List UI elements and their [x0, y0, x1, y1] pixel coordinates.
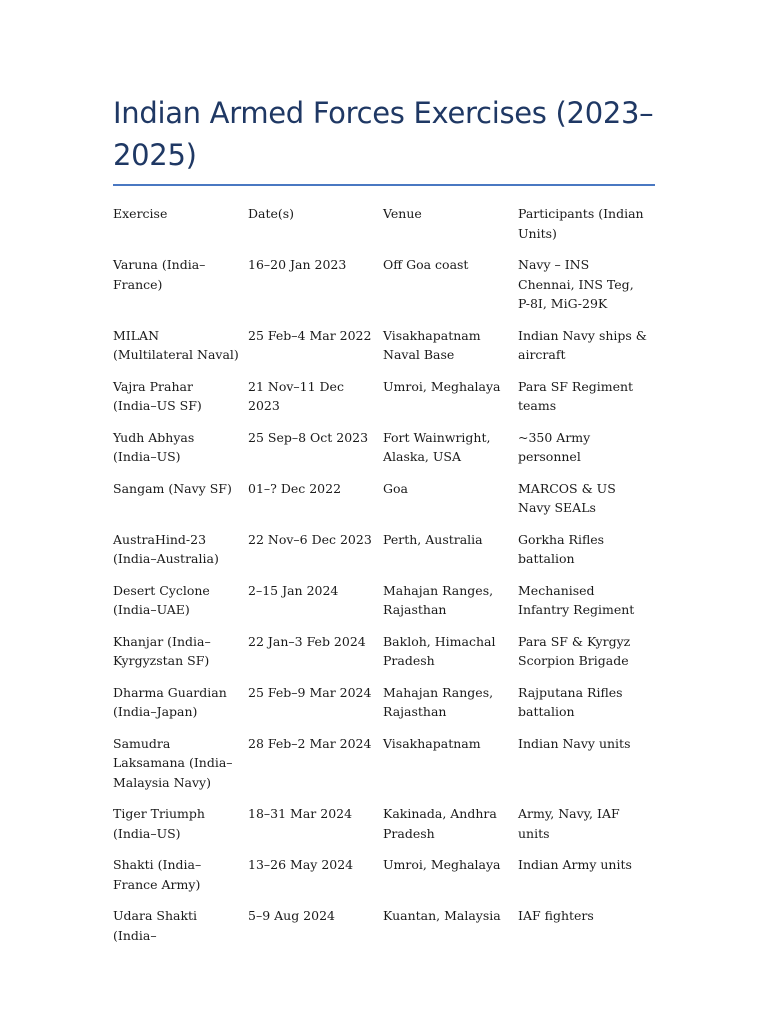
cell-venue: Kakinada, Andhra Pradesh: [383, 806, 497, 841]
cell-participants: Indian Navy units: [518, 735, 631, 751]
cell-dates: 28 Feb–2 Mar 2024: [248, 735, 372, 751]
document-page: [113, 92, 655, 957]
cell-exercise: AustraHind-23 (India–Australia): [113, 531, 219, 566]
table-row: [113, 428, 655, 479]
table-row: [113, 906, 655, 957]
cell-dates: 16–20 Jan 2023: [248, 257, 347, 272]
cell-dates: 25 Feb–9 Mar 2024: [248, 684, 372, 700]
cell-participants: Gorkha Rifles battalion: [518, 531, 605, 566]
cell-venue: Perth, Australia: [383, 531, 483, 547]
cell-dates: 22 Jan–3 Feb 2024: [248, 633, 366, 649]
title-underline: [113, 184, 655, 186]
header-venue: Venue: [383, 206, 422, 221]
cell-venue: Mahajan Ranges, Rajasthan: [383, 582, 494, 617]
cell-venue: Umroi, Meghalaya: [383, 378, 501, 394]
cell-venue: Fort Wainwright, Alaska, USA: [383, 429, 491, 464]
cell-dates: 22 Nov–6 Dec 2023: [248, 531, 372, 547]
cell-exercise: Dharma Guardian (India–Japan): [113, 684, 227, 719]
cell-venue: Visakhapatnam: [383, 735, 481, 751]
cell-dates: 01–? Dec 2022: [248, 480, 342, 496]
cell-venue: Visakhapatnam Naval Base: [383, 327, 481, 362]
cell-exercise: Udara Shakti (India–: [113, 908, 198, 943]
cell-participants: ~350 Army personnel: [518, 429, 591, 464]
cell-dates: 21 Nov–11 Dec 2023: [248, 378, 344, 413]
cell-participants: Navy – INS Chennai, INS Teg, P-8I, MiG-29K: [518, 257, 634, 311]
cell-participants: Mechanised Infantry Regiment: [518, 582, 635, 617]
cell-dates: 5–9 Aug 2024: [248, 908, 335, 923]
cell-participants: IAF fighters: [518, 908, 594, 923]
exercises-table: [113, 204, 655, 957]
cell-dates: 25 Feb–4 Mar 2022: [248, 327, 372, 343]
cell-exercise: Tiger Triumph (India–US): [113, 806, 205, 841]
cell-participants: MARCOS & US Navy SEALs: [518, 480, 616, 515]
cell-exercise: Sangam (Navy SF): [113, 480, 232, 496]
table-row: [113, 530, 655, 581]
cell-venue: Mahajan Ranges, Rajasthan: [383, 684, 494, 719]
table-row: [113, 734, 655, 805]
header-exercise: Exercise: [113, 206, 168, 221]
table-row: [113, 683, 655, 734]
cell-exercise: Yudh Abhyas (India–US): [113, 429, 195, 464]
cell-participants: Para SF Regiment teams: [518, 378, 634, 413]
cell-dates: 18–31 Mar 2024: [248, 806, 353, 821]
cell-exercise: Shakti (India–France Army): [113, 857, 202, 892]
cell-exercise: Samudra Laksamana (India–Malaysia Navy): [113, 735, 233, 790]
cell-venue: Kuantan, Malaysia: [383, 908, 501, 923]
cell-venue: Umroi, Meghalaya: [383, 857, 501, 872]
table-row: [113, 377, 655, 428]
table-row: [113, 632, 655, 683]
cell-venue: Bakloh, Himachal Pradesh: [383, 633, 496, 668]
cell-participants: Indian Army units: [518, 857, 632, 872]
cell-dates: 2–15 Jan 2024: [248, 582, 339, 598]
cell-participants: Indian Navy ships & aircraft: [518, 327, 647, 362]
table-row: [113, 581, 655, 632]
table-row: [113, 255, 655, 326]
cell-participants: Army, Navy, IAF units: [518, 806, 620, 841]
table-row: [113, 855, 655, 906]
cell-exercise: Khanjar (India–Kyrgyzstan SF): [113, 633, 211, 668]
page-title: Indian Armed Forces Exercises (2023–2025): [113, 96, 654, 172]
table-header-row: [113, 204, 655, 255]
table-row: [113, 479, 655, 530]
cell-participants: Rajputana Rifles battalion: [518, 684, 623, 719]
table-row: [113, 804, 655, 855]
table-row: [113, 326, 655, 377]
cell-venue: Goa: [383, 480, 408, 496]
header-dates: Date(s): [248, 206, 295, 221]
cell-exercise: MILAN (Multilateral Naval): [113, 327, 239, 362]
cell-exercise: Vajra Prahar (India–US SF): [113, 378, 202, 413]
cell-participants: Para SF & Kyrgyz Scorpion Brigade: [518, 633, 631, 668]
header-participants: Participants (Indian Units): [518, 206, 644, 241]
cell-venue: Off Goa coast: [383, 257, 469, 272]
cell-exercise: Desert Cyclone (India–UAE): [113, 582, 210, 617]
cell-dates: 25 Sep–8 Oct 2023: [248, 429, 369, 445]
cell-exercise: Varuna (India–France): [113, 257, 206, 292]
cell-dates: 13–26 May 2024: [248, 857, 354, 872]
